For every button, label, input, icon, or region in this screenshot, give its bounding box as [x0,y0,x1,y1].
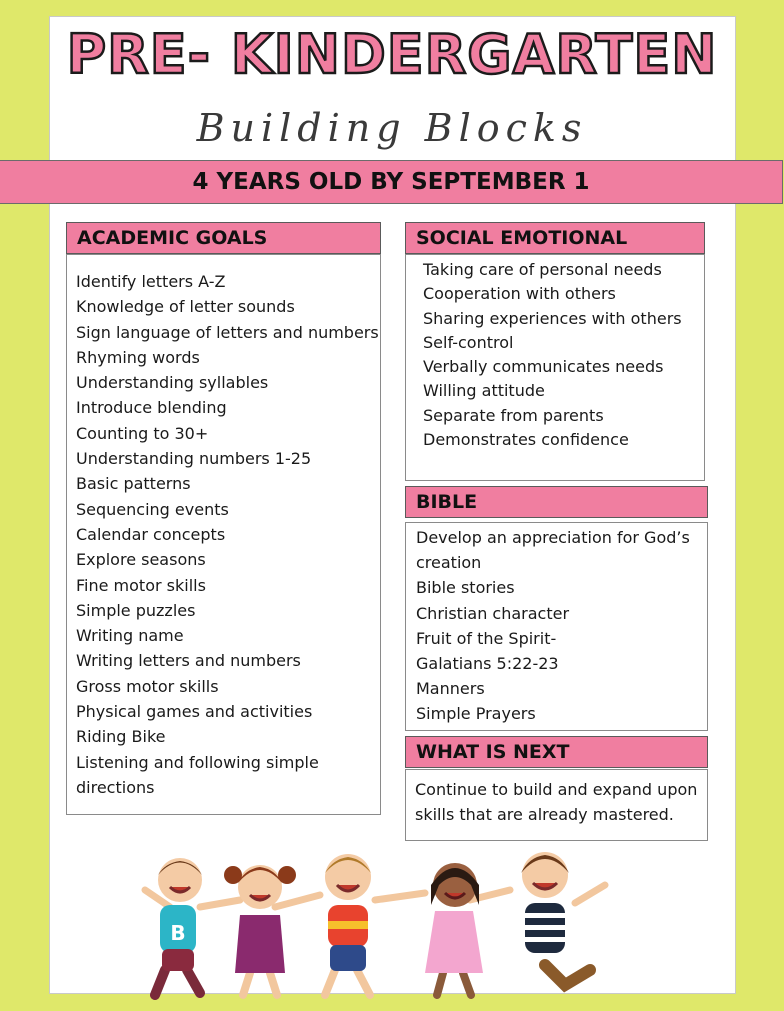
social-item: Willing attitude [423,381,545,401]
academic-item: directions [76,777,155,797]
age-banner: 4 YEARS OLD BY SEPTEMBER 1 [0,160,783,204]
academic-item: Sequencing events [76,499,229,519]
academic-item: Physical games and activities [76,702,313,722]
bible-item: Bible stories [416,578,515,598]
bible-item: Manners [416,679,485,699]
academic-goals-list [76,269,380,800]
kid-3 [325,854,371,995]
academic-item: Gross motor skills [76,676,219,696]
academic-item: Knowledge of letter sounds [76,297,295,317]
bible-heading: BIBLE [405,486,708,518]
academic-item: Riding Bike [76,727,166,747]
bible-item: creation [416,553,482,573]
social-item: Taking care of personal needs [423,260,662,279]
kid-1 [155,858,202,995]
kid-5 [521,852,590,985]
academic-item: Writing name [76,626,184,646]
social-emotional-box [405,254,705,481]
social-item: Sharing experiences with others [423,308,682,328]
bible-item: Galatians 5:22-23 [416,654,559,674]
academic-item: Rhyming words [76,347,200,367]
social-item: Separate from parents [423,405,604,425]
academic-goals-heading: ACADEMIC GOALS [66,222,381,254]
academic-item: Understanding syllables [76,373,269,393]
academic-item: Fine motor skills [76,575,206,595]
social-item: Self-control [423,332,514,352]
social-emotional-heading: SOCIAL EMOTIONAL [405,222,705,254]
kid-2 [224,865,296,995]
what-is-next-line-1: Continue to build and expand upon [415,780,698,799]
page-title: PRE- KINDERGARTEN [66,23,718,86]
academic-item: Simple puzzles [76,600,196,620]
social-item: Cooperation with others [423,284,616,304]
kid-4 [425,863,483,995]
bible-item: Christian character [416,603,570,623]
what-is-next-box [405,769,708,841]
what-is-next-heading: WHAT IS NEXT [405,736,708,768]
kids-illustration [125,845,625,1000]
academic-item: Counting to 30+ [76,423,209,443]
bible-item: Develop an appreciation for God’s [416,528,690,547]
bible-item: Simple Prayers [416,704,536,724]
page-subtitle: Building Blocks [196,106,588,150]
bible-list [416,525,707,727]
social-item: Demonstrates confidence [423,430,629,450]
academic-item: Basic patterns [76,474,191,494]
academic-item: Listening and following simple [76,752,319,772]
social-emotional-list [423,258,704,452]
bible-box [405,522,708,731]
kid-shirt-letter: B [170,921,186,945]
what-is-next-line-2: skills that are already mastered. [415,805,674,824]
academic-item: Calendar concepts [76,524,226,544]
academic-item: Sign language of letters and numbers [76,322,379,342]
academic-item: Introduce blending [76,398,227,418]
bible-item: Fruit of the Spirit- [416,628,557,648]
academic-item: Identify letters A-Z [76,272,226,291]
social-item: Verbally communicates needs [423,357,664,377]
academic-item: Understanding numbers 1-25 [76,449,312,469]
academic-item: Explore seasons [76,550,206,570]
academic-item: Writing letters and numbers [76,651,301,671]
academic-goals-box [66,254,381,815]
